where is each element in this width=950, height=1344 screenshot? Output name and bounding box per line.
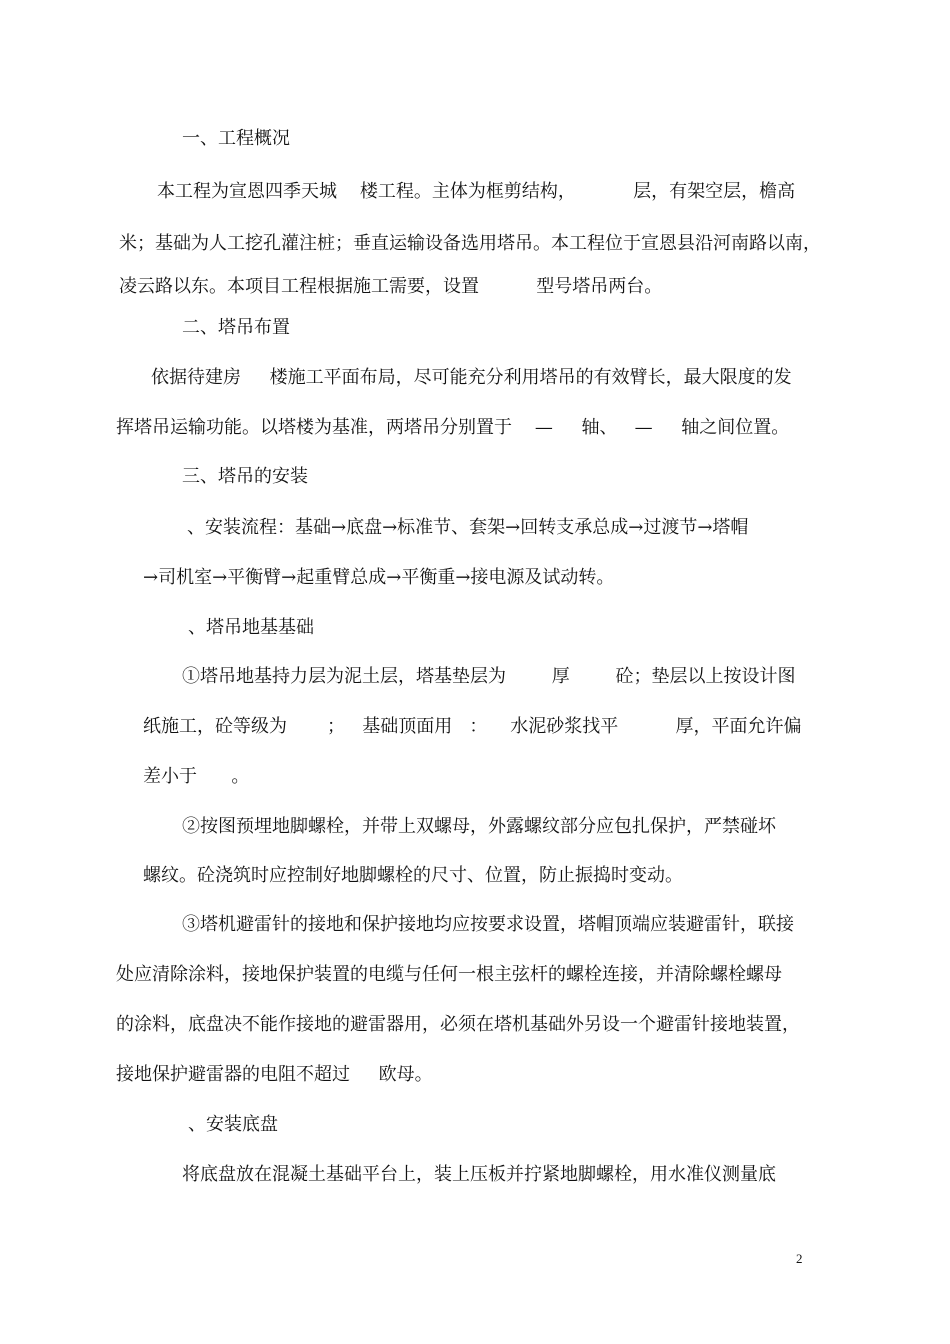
paragraph-line: 凌云路以东。本项目工程根据施工需要，设置 型号塔吊两台。 bbox=[119, 276, 663, 297]
paragraph-line: 处应清除涂料，接地保护装置的电缆与任何一根主弦杆的螺栓连接，并清除螺栓螺母 bbox=[116, 964, 782, 985]
paragraph-line: 将底盘放在混凝土基础平台上，装上压板并拧紧地脚螺栓，用水准仪测量底 bbox=[182, 1164, 776, 1185]
paragraph-line: 接地保护避雷器的电阻不超过 欧母。 bbox=[116, 1064, 433, 1085]
subsection-heading-install-base: 、安装底盘 bbox=[188, 1114, 278, 1135]
section-heading-tower-crane-installation: 三、塔吊的安装 bbox=[182, 466, 308, 487]
paragraph-line: 米；基础为人工挖孔灌注桩；垂直运输设备选用塔吊。本工程位于宣恩县沿河南路以南， bbox=[119, 233, 821, 254]
paragraph-line: 的涂料，底盘决不能作接地的避雷器用，必须在塔机基础外另设一个避雷针接地装置， bbox=[116, 1014, 800, 1035]
page-number: 2 bbox=[796, 1251, 803, 1266]
paragraph-line: 螺纹。砼浇筑时应控制好地脚螺栓的尺寸、位置，防止振捣时变动。 bbox=[143, 865, 683, 886]
paragraph-line: ②按图预埋地脚螺栓，并带上双螺母，外露螺纹部分应包扎保护，严禁碰坏 bbox=[182, 816, 776, 837]
section-heading-tower-crane-layout: 二、塔吊布置 bbox=[182, 317, 290, 338]
paragraph-line: 本工程为宣恩四季天城 楼工程。主体为框剪结构， 层，有架空层，檐高 bbox=[157, 181, 796, 202]
paragraph-line: 依据待建房 楼施工平面布局，尽可能充分利用塔吊的有效臂长，最大限度的发 bbox=[151, 367, 792, 388]
paragraph-line: 、安装流程：基础→底盘→标准节、套架→回转支承总成→过渡节→塔帽 bbox=[187, 517, 749, 538]
paragraph-line: →司机室→平衡臂→起重臂总成→平衡重→接电源及试动转。 bbox=[143, 567, 615, 588]
section-heading-project-overview: 一、工程概况 bbox=[182, 128, 290, 149]
paragraph-line: ③塔机避雷针的接地和保护接地均应按要求设置，塔帽顶端应装避雷针，联接 bbox=[182, 914, 794, 935]
paragraph-line: 差小于 。 bbox=[143, 766, 250, 787]
paragraph-line: ①塔吊地基持力层为泥土层，塔基垫层为 厚 砼；垫层以上按设计图 bbox=[182, 666, 796, 687]
paragraph-line: 纸施工，砼等级为 ； 基础顶面用 ： 水泥砂浆找平 厚，平面允许偏 bbox=[143, 716, 802, 737]
paragraph-line: 挥塔吊运输功能。以塔楼为基准，两塔吊分别置于 — 轴、 — 轴之间位置。 bbox=[116, 417, 790, 438]
subsection-heading-foundation: 、塔吊地基基础 bbox=[188, 617, 314, 638]
